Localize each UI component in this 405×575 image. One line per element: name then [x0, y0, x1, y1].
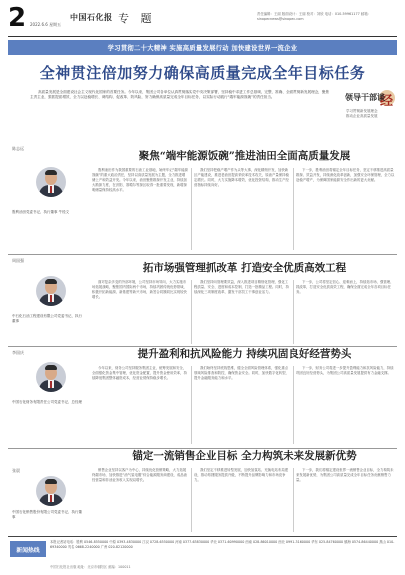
news-hotline-label: 新闻热线 — [10, 541, 46, 557]
portrait-3 — [36, 362, 66, 392]
page-number: 2 — [8, 3, 27, 33]
publisher-line: 中国石化报社出版 地址：北京市朝阳区 邮编：100011 — [50, 565, 131, 569]
column-logo — [345, 90, 397, 140]
column-logo-subtitle: 学习贯彻新发展理念 推动企业高质量发展 — [346, 109, 378, 118]
portrait-2 — [36, 276, 66, 306]
article-4-col-3: 下一步，我们将锚定建设世界一流销售企业目标，全力构筑未来发展新优势，为集团公司高质量完成全年目标任务贡献销售力量。 — [296, 468, 394, 482]
portrait-1 — [36, 167, 66, 197]
section-divider-3 — [8, 448, 397, 449]
portrait-caption-4: 中国石化销售股份有限公司党委书记、执行董事 — [12, 510, 82, 519]
portrait-caption-2: 中石化石油工程建设有限公司党委书记、执行董事 — [12, 314, 82, 323]
article-3-col-3: 下一步，财务公司将进一步提升盈利能力和抗风险能力，持续巩固良好经营势头，为集团公司高质量发展提供有力金融支撑。 — [296, 366, 394, 375]
column-rule — [191, 468, 192, 532]
article-author-1: 陈志远 — [12, 146, 24, 151]
article-1-col-1: 胜利油田作为我国重要的石油工业基地，始终牢记“端牢能源饭碗”的重大政治责任，坚持以高质量发展为主题，全力推进增储上产和效益开发。今年以来，油田聚焦勘探开发主业，持续加大勘探力度，在济阳、准噶尔等探区取得一批重要发现，新增探明储量保持较高水平。 — [92, 168, 188, 192]
section-divider-2 — [8, 346, 397, 347]
column-rule — [191, 280, 192, 344]
portrait-caption-1: 胜利油田党委书记、执行董事 牛栓文 — [12, 210, 70, 214]
column-logo-title: 领导干部谈 — [345, 92, 385, 102]
portrait-caption-3: 中国石化财务有限责任公司党委书记、总经理 — [12, 400, 82, 404]
news-hotline-text: 本报记者站电话：胜利 0546-8550000 中原 0393-4830000 江汉 0728-6550000 河南 0377-63830000 华北 0371-60990000 西南 028-86010000 西北 0991-3160000 华东 025-84760000 镇海 0574-86440000 燕山 010-69340000 茂名 0668-2240000 广州 020-82120000 — [50, 540, 395, 549]
column-rule — [191, 168, 192, 250]
intro-paragraph: 高质量发展是全面建设社会主义现代化国家的首要任务。今年以来，集团公司各单位认真贯彻落实党中央决策部署，坚持稳中求进工作总基调，完整、准确、全面贯彻新发展理念，聚焦主责主业，狠抓提质增效，全力以赴稳增长、调结构、促改革、防风险，努力确保高质量完成全年目标任务，以实际行动践行“端牢能源饭碗”的责任担当。 — [30, 90, 330, 100]
banner-text: 学习贯彻二十大精神 实施高质量发展行动 加快建设世界一流企业 — [107, 45, 298, 52]
article-title-2: 拓市场强管理抓改革 打造安全优质高效工程 — [142, 262, 347, 274]
column-rule — [293, 366, 294, 444]
section-name: 专 题 — [118, 12, 156, 25]
column-rule — [293, 468, 294, 532]
column-rule — [293, 168, 294, 250]
issue-date: 2022.6.6 星期五 — [30, 22, 62, 27]
column-rule — [293, 280, 294, 344]
portrait-4 — [36, 476, 66, 506]
article-4-col-1: 销售企业坚持以客户为中心，持续优化营销策略，大力拓展终端市场，加快推进“油气氢电服”综合能源服务商建设，成品油经营量和非油业务收入实现双增长。 — [92, 468, 188, 482]
article-title-3: 提升盈利和抗风险能力 持续巩固良好经营势头 — [137, 348, 352, 360]
article-3-col-2: 我们始终坚持底线思维，健全全面风险管理体系，强化重点领域风险排查和防控，确保资金安全。同时，加快数字化转型，提升金融服务能力和水平。 — [194, 366, 289, 380]
article-title-1: 聚焦“端牢能源饭碗”推进油田全面高质量发展 — [138, 150, 351, 162]
seal-character: 经 — [380, 94, 394, 109]
main-headline: 全神贯注倍加努力确保高质量完成全年目标任务 — [39, 64, 366, 82]
article-3-col-1: 今年以来，财务公司坚持服务集团主业，统筹发展和安全，全面强化资金集中管理，优化资金配置，提升资金使用效率，持续降低集团整体融资成本，经营业绩保持稳步增长。 — [92, 366, 187, 380]
theme-banner — [8, 40, 397, 55]
article-2-col-3: 下一步，公司将坚定信心、迎难而上，持续拓市场、强管理、抓改革，打造安全优质高效工程，确保全面完成全年各项目标任务。 — [296, 280, 394, 294]
section-divider-1 — [8, 254, 397, 255]
footer-rule — [8, 536, 397, 537]
article-2-col-1: 面对复杂多变的外部环境，公司坚持市场导向，大力实施市场拓展战略，聚焦国内国际两个市场，持续巩固传统优势领域，积极开拓新能源、新基建等新兴市场，新签合同额同比实现较快增长。 — [92, 280, 187, 299]
article-author-4: 张晨 — [12, 468, 20, 473]
masthead-rule — [8, 36, 397, 37]
editor-credits: 责任编辑：王丽 版面设计：王丽 校对：刘欣 电话：010-59961177 邮箱：sinopecnews@sinopec.com — [257, 12, 372, 21]
article-1-col-2: 我们坚持把稳产增产作为头等大事，深化精细开发，加快新区产能建设，推进老油田提高采收率技术攻关，原油产量保持稳定增长。同时，大力实施降本增效，优化投资结构，推动生产经营指标持续向好。 — [194, 168, 289, 187]
article-1-col-3: 下一步，胜利油田将锚定全年目标任务，坚定不移推进高质量勘探、效益开发，持续深化改革创新，加强安全环保管理，全力以赴稳产增产，为保障国家能源安全作出新的更大贡献。 — [296, 168, 395, 182]
article-title-4: 锚定一流销售企业目标 全力构筑未来发展新优势 — [132, 450, 357, 462]
article-4-col-2: 我们坚定不移推进转型发展，加快加氢站、充换电站布局建设，推动易捷服务提质升级，不断提升品牌影响力和市场竞争力。 — [194, 468, 289, 482]
column-rule — [191, 366, 192, 444]
article-author-2: 周国强 — [12, 258, 24, 263]
masthead — [8, 5, 397, 35]
article-2-col-2: 我们坚持向管理要效益，深入推进项目精细化管理，强化工程质量、安全、进度和成本控制，打造一批精品工程。同时，持续深化三项制度改革，激发干部员工干事创业活力。 — [194, 280, 289, 294]
article-author-3: 李国庆 — [12, 350, 24, 355]
paper-name: 中国石化报 — [70, 12, 113, 22]
